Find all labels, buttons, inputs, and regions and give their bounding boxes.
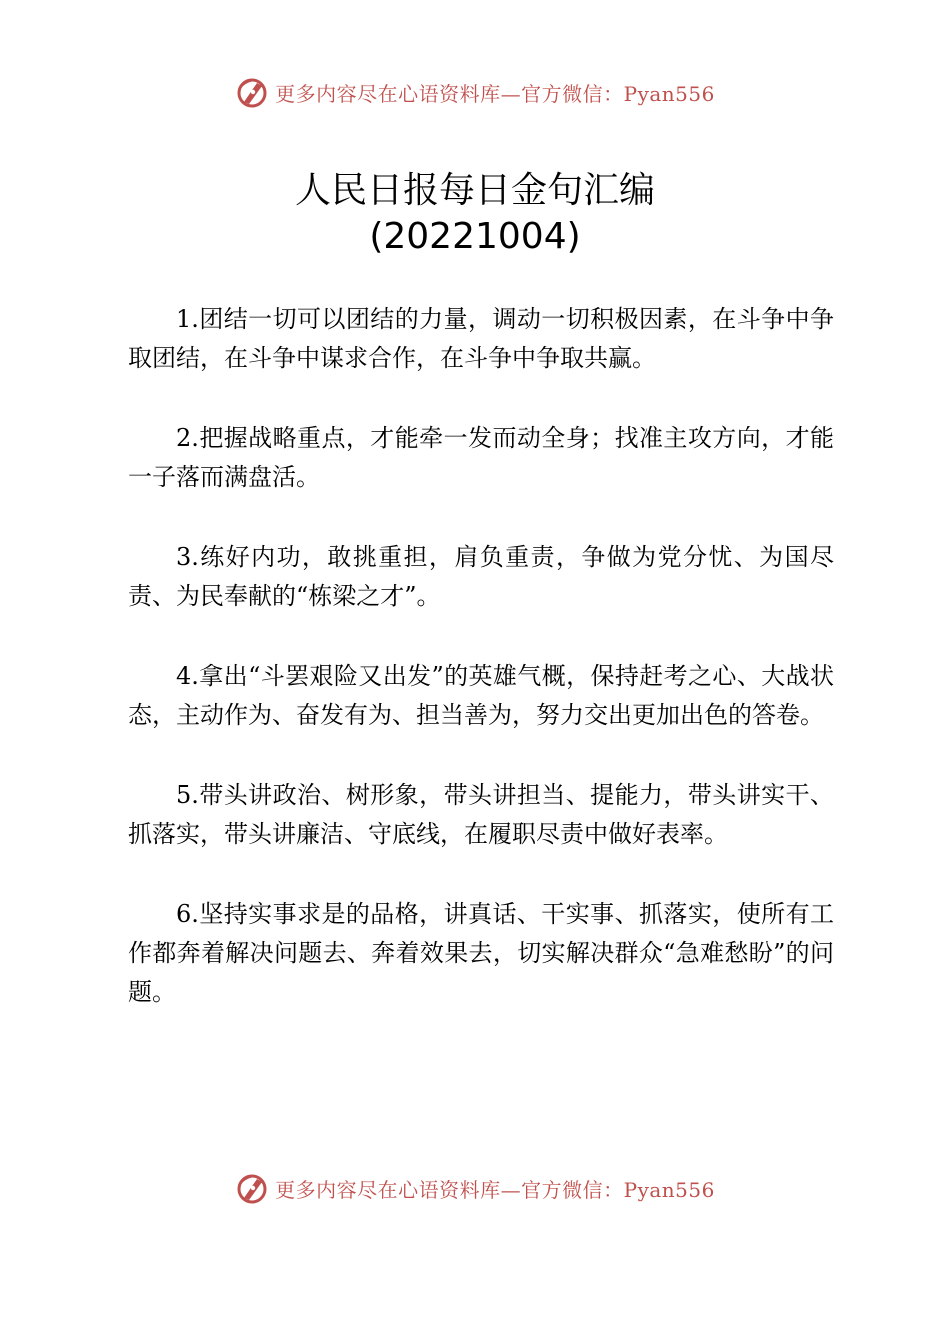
quote-paragraph-3: 3.练好内功，敢挑重担，肩负重责，争做为党分忧、为国尽责、为民奉献的“栋梁之才”。: [128, 543, 834, 610]
footer-banner: [0, 1168, 950, 1208]
page-title: [0, 168, 950, 260]
quote-paragraph-1: 1.团结一切可以团结的力量，调动一切积极因素，在斗争中争取团结，在斗争中谋求合作，在斗争中争取共赢。: [128, 305, 834, 372]
quote-paragraph-5: 5.带头讲政治、树形象，带头讲担当、提能力，带头讲实干、抓落实，带头讲廉洁、守底线，在履职尽责中做好表率。: [128, 781, 834, 848]
footer-banner-text: 更多内容尽在心语资料库—官方微信：Pyan556: [275, 1177, 715, 1202]
quote-list: [128, 300, 834, 1053]
header-banner-text: 更多内容尽在心语资料库—官方微信：Pyan556: [275, 81, 715, 106]
quote-paragraph-2: 2.把握战略重点，才能牵一发而动全身；找准主攻方向，才能一子落而满盘活。: [128, 424, 834, 491]
title-date: (20221004): [369, 216, 581, 257]
quote-paragraph-4: 4.拿出“斗罢艰险又出发”的英雄气概，保持赶考之心、大战状态，主动作为、奋发有为、担当善为，努力交出更加出色的答卷。: [128, 662, 834, 729]
quote-paragraph-6: 6.坚持实事求是的品格，讲真话、干实事、抓落实，使所有工作都奔着解决问题去、奔着效果去，切实解决群众“急难愁盼”的问题。: [128, 900, 834, 1006]
title-main: 人民日报每日金句汇编: [294, 170, 655, 211]
pen-nib-logo-icon: [235, 75, 269, 109]
header-banner: [0, 72, 950, 112]
pen-nib-logo-icon: [235, 1171, 269, 1205]
